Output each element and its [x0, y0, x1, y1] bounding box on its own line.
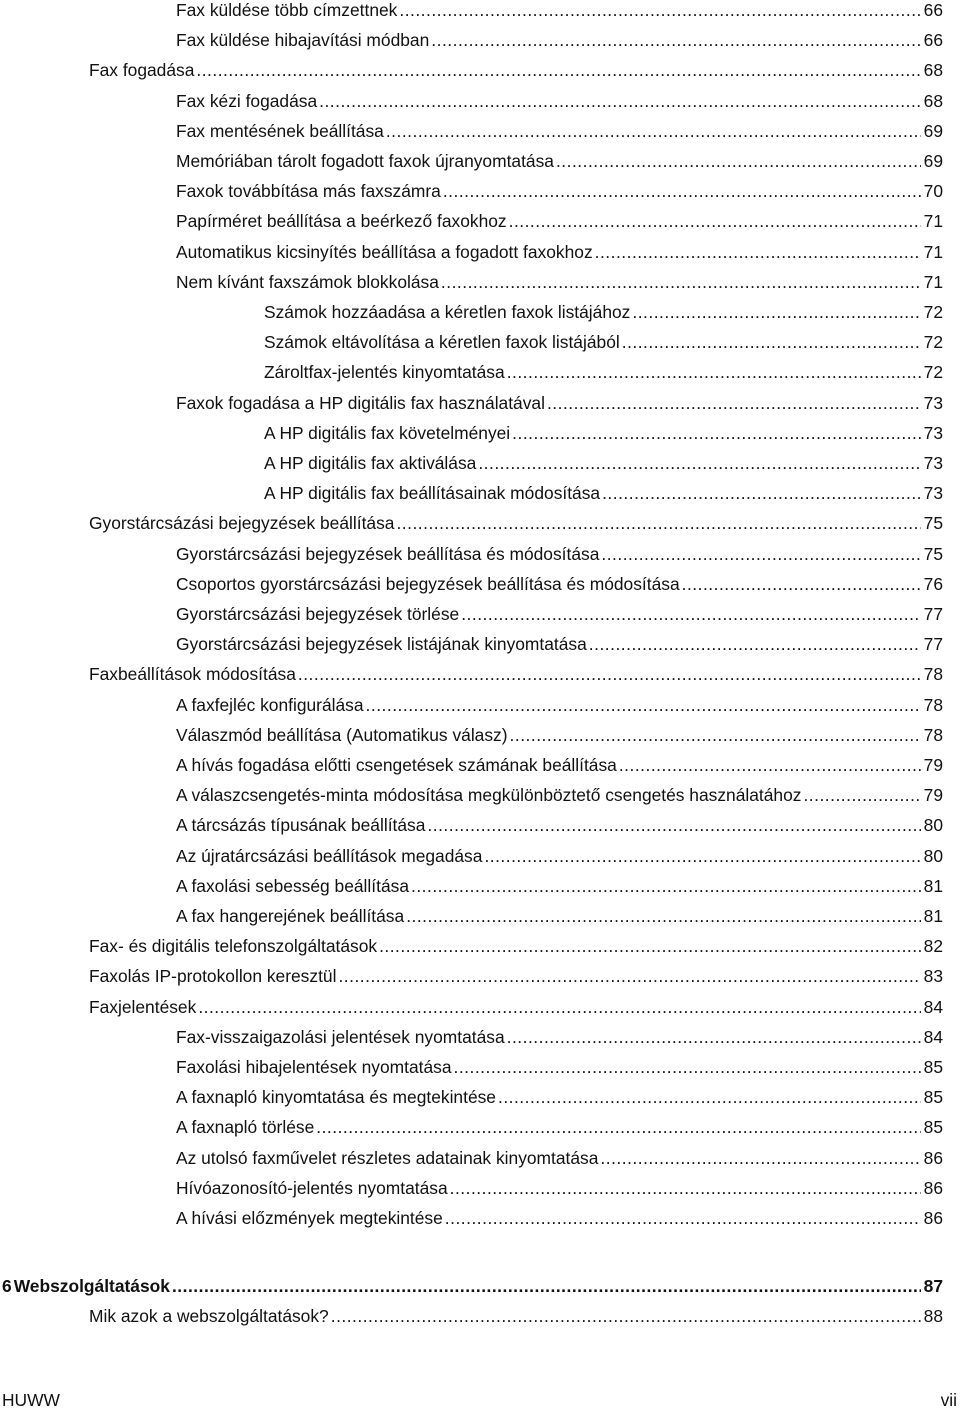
toc-dot-leader — [379, 934, 921, 958]
toc-entry-title: Zároltfax-jelentés kinyomtatása — [264, 362, 505, 382]
toc-entry[interactable] — [0, 391, 943, 415]
toc-page-number: 70 — [923, 181, 943, 201]
toc-page-number: 73 — [923, 483, 943, 503]
toc-entry-title: A hívás fogadása előtti csengetések számának beállítása — [176, 755, 617, 775]
toc-dot-leader — [338, 964, 920, 988]
toc-entry[interactable] — [0, 874, 943, 898]
toc-entry-title: A fax hangerejének beállítása — [176, 906, 405, 926]
toc-entry[interactable] — [0, 481, 943, 505]
toc-entry-title: Fax fogadása — [89, 60, 195, 80]
toc-entry[interactable] — [0, 753, 943, 777]
toc-dot-leader — [682, 572, 921, 596]
toc-dot-leader — [461, 602, 920, 626]
toc-entry[interactable] — [0, 723, 943, 747]
toc-entry[interactable] — [0, 904, 943, 928]
toc-entry[interactable] — [0, 300, 943, 324]
toc-entry[interactable] — [0, 28, 943, 52]
toc-entry[interactable] — [0, 511, 943, 535]
toc-page-number: 80 — [923, 815, 943, 835]
toc-entry-title: A válaszcsengetés-minta módosítása megkülönböztető csengetés használatához — [176, 785, 802, 805]
toc-entry-title: Az utolsó faxművelet részletes adatainak kinyomtatása — [176, 1148, 599, 1168]
toc-dot-leader — [619, 753, 921, 777]
toc-entry-title: Gyorstárcsázási bejegyzések beállítása és módosítása — [176, 544, 600, 564]
toc-page-number: 82 — [923, 936, 943, 956]
toc-page-number: 72 — [923, 362, 943, 382]
toc-dot-leader — [331, 1304, 921, 1328]
toc-entry[interactable] — [0, 693, 943, 717]
toc-entry-title: Mik azok a webszolgáltatások? — [89, 1306, 329, 1326]
toc-dot-leader — [399, 0, 920, 22]
toc-dot-leader — [512, 421, 920, 445]
toc-page-number: 75 — [923, 544, 943, 564]
toc-dot-leader — [622, 330, 921, 354]
toc-dot-leader — [547, 391, 921, 415]
toc-chapter-number: 6 — [2, 1276, 12, 1296]
toc-dot-leader — [484, 844, 920, 868]
toc-dot-leader — [450, 1176, 921, 1200]
toc-entry-title: A hívási előzmények megtekintése — [176, 1208, 443, 1228]
toc-entry-title: Automatikus kicsinyítés beállítása a fogadott faxokhoz — [176, 242, 593, 262]
toc-dot-leader — [600, 1146, 920, 1170]
toc-entry[interactable] — [0, 964, 943, 988]
toc-dot-leader — [386, 119, 921, 143]
toc-dot-leader — [441, 270, 921, 294]
toc-entry[interactable] — [0, 240, 943, 264]
page-footer — [0, 1389, 960, 1411]
toc-page-number: 78 — [923, 695, 943, 715]
toc-page-number: 78 — [923, 664, 943, 684]
toc-dot-leader — [298, 662, 921, 686]
toc-entry[interactable] — [0, 209, 943, 233]
toc-dot-leader — [498, 1085, 921, 1109]
toc-dot-leader — [454, 1055, 921, 1079]
toc-dot-leader — [396, 511, 920, 535]
toc-dot-leader — [445, 1206, 921, 1230]
toc-page-number: 73 — [923, 423, 943, 443]
toc-entry-title: Faxbeállítások módosítása — [89, 664, 296, 684]
toc-page-number: 72 — [923, 332, 943, 352]
toc-dot-leader — [478, 451, 920, 475]
toc-page-number: 77 — [923, 604, 943, 624]
toc-dot-leader — [601, 542, 920, 566]
toc-entry[interactable] — [0, 783, 943, 807]
toc-entry[interactable] — [0, 1176, 943, 1200]
toc-entry-title: A tárcsázás típusának beállítása — [176, 815, 426, 835]
toc-entry[interactable] — [0, 89, 943, 113]
toc-entry[interactable] — [0, 1206, 943, 1230]
toc-page-number: 80 — [923, 846, 943, 866]
toc-page-number: 84 — [923, 997, 943, 1017]
toc-page-number: 79 — [923, 785, 943, 805]
toc-entry-title: Fax kézi fogadása — [176, 91, 318, 111]
toc-entry-title: Papírméret beállítása a beérkező faxokhoz — [176, 211, 507, 231]
toc-dot-leader — [510, 723, 921, 747]
toc-entry-title: Fax küldése hibajavítási módban — [176, 30, 430, 50]
toc-entry-title: Memóriában tárolt fogadott faxok újranyomtatása — [176, 151, 554, 171]
toc-entry-title: Az újratárcsázási beállítások megadása — [176, 846, 483, 866]
toc-entry-title: Fax-visszaigazolási jelentések nyomtatása — [176, 1027, 505, 1047]
toc-entry-title: A HP digitális fax követelményei — [264, 423, 511, 443]
toc-page-number: 68 — [923, 91, 943, 111]
toc-entry[interactable] — [0, 451, 943, 475]
toc-page-number: 85 — [923, 1087, 943, 1107]
toc-chapter-entry[interactable] — [0, 1274, 943, 1298]
toc-dot-leader — [316, 1115, 920, 1139]
toc-dot-leader — [319, 89, 921, 113]
toc-dot-leader — [507, 1025, 921, 1049]
toc-page-number: 69 — [923, 151, 943, 171]
toc-entry[interactable] — [0, 0, 943, 22]
toc-entry-title: Faxolás IP-protokollon keresztül — [89, 966, 337, 986]
toc-entry-title: Fax mentésének beállítása — [176, 121, 384, 141]
toc-entry[interactable] — [0, 602, 943, 626]
toc-entry[interactable] — [0, 1085, 943, 1109]
toc-page-number: 71 — [923, 272, 943, 292]
toc-entry[interactable] — [0, 1115, 943, 1139]
toc-dot-leader — [509, 209, 921, 233]
toc-entry[interactable] — [0, 1304, 943, 1328]
toc-dot-leader — [632, 300, 920, 324]
toc-dot-leader — [198, 995, 920, 1019]
toc-page-number: 79 — [923, 755, 943, 775]
toc-dot-leader — [443, 179, 921, 203]
toc-entry-title: Hívóazonosító-jelentés nyomtatása — [176, 1178, 448, 1198]
toc-page-number: 75 — [923, 513, 943, 533]
toc-entry-title: Válaszmód beállítása (Automatikus válasz) — [176, 725, 508, 745]
toc-page-number: 87 — [923, 1276, 943, 1296]
toc-entry[interactable] — [0, 632, 943, 656]
toc-page-number: 76 — [923, 574, 943, 594]
toc-entry-title: Számok hozzáadása a kéretlen faxok listájához — [264, 302, 631, 322]
toc-entry-title: Faxolási hibajelentések nyomtatása — [176, 1057, 452, 1077]
toc-dot-leader — [507, 360, 921, 384]
toc-entry[interactable] — [0, 119, 943, 143]
toc-entry-title: Gyorstárcsázási bejegyzések listájának kinyomtatása — [176, 634, 587, 654]
toc-dot-leader — [366, 693, 921, 717]
toc-dot-leader — [602, 481, 921, 505]
toc-entry-title: A faxfejléc konfigurálása — [176, 695, 364, 715]
toc-entry[interactable] — [0, 813, 943, 837]
toc-page-number: 66 — [923, 30, 943, 50]
toc-entry-title: A HP digitális fax beállításainak módosítása — [264, 483, 601, 503]
toc-page-number: 68 — [923, 60, 943, 80]
toc-entry-title: Faxjelentések — [89, 997, 197, 1017]
toc-entry[interactable] — [0, 360, 943, 384]
toc-entry[interactable] — [0, 844, 943, 868]
toc-dot-leader — [411, 874, 921, 898]
toc-dot-leader — [595, 240, 921, 264]
toc-page-number: 85 — [923, 1057, 943, 1077]
toc-page-number: 81 — [923, 876, 943, 896]
footer-page-number: vii — [940, 1390, 957, 1410]
toc-entry-title: Nem kívánt faxszámok blokkolása — [176, 272, 439, 292]
toc-entry[interactable] — [0, 662, 943, 686]
toc-entry-title: A faxnapló törlése — [176, 1117, 315, 1137]
toc-entry[interactable] — [0, 149, 943, 173]
toc-page-number: 88 — [923, 1306, 943, 1326]
toc-dot-leader — [556, 149, 921, 173]
toc-entry-title: A HP digitális fax aktiválása — [264, 453, 477, 473]
toc-entry[interactable] — [0, 179, 943, 203]
toc-entry-title: Fax küldése több címzettnek — [176, 0, 398, 20]
toc-dot-leader — [803, 783, 920, 807]
toc-entry[interactable] — [0, 270, 943, 294]
toc-entry[interactable] — [0, 58, 943, 82]
toc-page-number: 69 — [923, 121, 943, 141]
toc-entry[interactable] — [0, 572, 943, 596]
toc-entry-title: Faxok fogadása a HP digitális fax használatával — [176, 393, 545, 413]
toc-entry[interactable] — [0, 1146, 943, 1170]
toc-page-number: 78 — [923, 725, 943, 745]
toc-entry-title: A faxolási sebesség beállítása — [176, 876, 409, 896]
toc-page-number: 73 — [923, 453, 943, 473]
toc-entry[interactable] — [0, 330, 943, 354]
toc-page-number: 86 — [923, 1178, 943, 1198]
toc-entry-title: Gyorstárcsázási bejegyzések beállítása — [89, 513, 395, 533]
toc-page-number: 86 — [923, 1148, 943, 1168]
toc-entry-title: Gyorstárcsázási bejegyzések törlése — [176, 604, 460, 624]
toc-dot-leader — [406, 904, 920, 928]
toc-entry-title: A faxnapló kinyomtatása és megtekintése — [176, 1087, 496, 1107]
toc-entry[interactable] — [0, 1055, 943, 1079]
toc-entry-title: Fax- és digitális telefonszolgáltatások — [89, 936, 378, 956]
toc-page-number: 83 — [923, 966, 943, 986]
toc-entry-title: Számok eltávolítása a kéretlen faxok listájából — [264, 332, 620, 352]
toc-entry-title: Csoportos gyorstárcsázási bejegyzések beállítása és módosítása — [176, 574, 680, 594]
toc-page-number: 81 — [923, 906, 943, 926]
toc-entry-title: Faxok továbbítása más faxszámra — [176, 181, 441, 201]
footer-publication-code: HUWW — [2, 1390, 60, 1410]
toc-entry[interactable] — [0, 995, 943, 1019]
toc-page-number: 73 — [923, 393, 943, 413]
toc-dot-leader — [589, 632, 921, 656]
toc-page-number: 86 — [923, 1208, 943, 1228]
toc-dot-leader — [431, 28, 920, 52]
toc-page-number: 72 — [923, 302, 943, 322]
toc-page-number: 71 — [923, 242, 943, 262]
toc-dot-leader — [196, 58, 920, 82]
toc-entry[interactable] — [0, 542, 943, 566]
toc-entry[interactable] — [0, 934, 943, 958]
toc-page-number: 85 — [923, 1117, 943, 1137]
toc-entry[interactable] — [0, 421, 943, 445]
toc-page-number: 66 — [923, 0, 943, 20]
toc-dot-leader — [427, 813, 920, 837]
toc-page-number: 77 — [923, 634, 943, 654]
toc-page-number: 71 — [923, 211, 943, 231]
toc-page-number: 84 — [923, 1027, 943, 1047]
toc-dot-leader — [172, 1274, 921, 1298]
toc-entry[interactable] — [0, 1025, 943, 1049]
toc-entry-title: Webszolgáltatások — [13, 1276, 170, 1296]
